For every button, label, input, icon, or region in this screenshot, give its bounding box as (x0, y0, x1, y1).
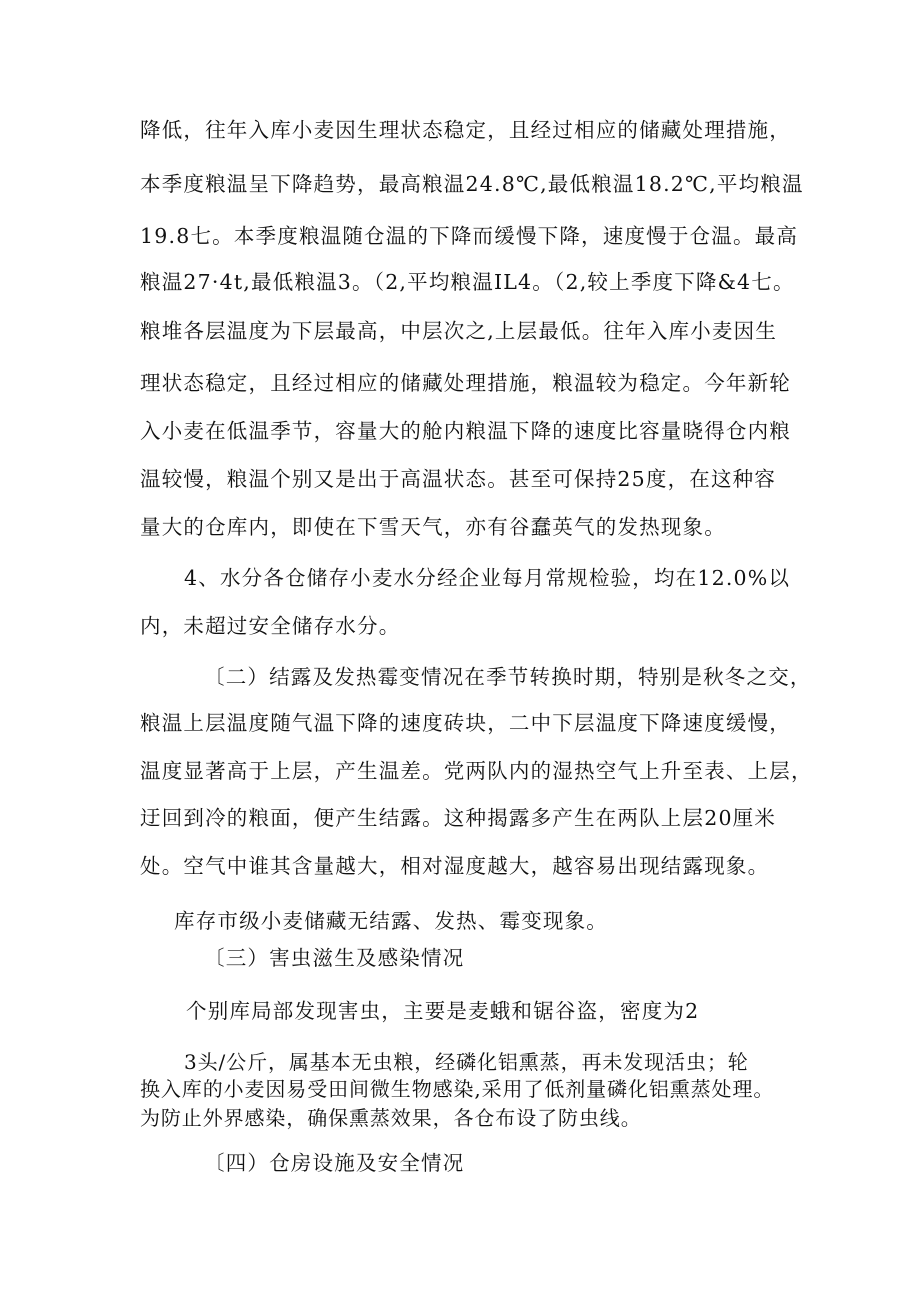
text-line: 入小麦在低温季节，容量大的舱内粮温下降的速度比容量晓得仓内粮 (140, 419, 791, 443)
text-line: 降低，往年入库小麦因生理状态稳定，且经过相应的储藏处理措施， (140, 118, 791, 142)
text-line: 理状态稳定，且经过相应的储藏处理措施，粮温较为稳定。今年新轮 (140, 371, 791, 395)
text-line: 内，未超过安全储存水分。 (140, 614, 401, 638)
text-line: 量大的仓库内，即使在下雪天气，亦有谷蠢英气的发热现象。 (140, 515, 726, 539)
text-line: 处。空气中谁其含量越大，相对湿度越大，越容易出现结露现象。 (140, 854, 770, 878)
text-line: 温度显著高于上层，产生温差。党两队内的湿热空气上升至表、上层， (140, 759, 813, 783)
text-line: 19.8七。本季度粮温随仓温的下降而缓慢下降，速度慢于仓温。最高 (140, 224, 799, 248)
text-line: 粮温27·4t,最低粮温3。（2,平均粮温IL4。（2,较上季度下降&4七。 (140, 270, 795, 294)
section-heading: 〔四）仓房设施及安全情况 (204, 1151, 465, 1175)
text-line: 温较慢，粮温个别又是出于高温状态。甚至可保持25度，在这种容 (140, 467, 777, 491)
text-line: 个别库局部发现害虫，主要是麦蛾和锯谷盗，密度为2 (186, 999, 700, 1023)
text-line: 4、水分各仓储存小麦水分经企业每月常规检验，均在12.0%以 (184, 566, 791, 590)
text-line: 粮堆各层温度为下层最高，中层次之,上层最低。往年入库小麦因生 (140, 319, 778, 343)
text-line: 本季度粮温呈下降趋势，最高粮温24.8℃,最低粮温18.2℃,平均粮温 (140, 172, 804, 196)
section-heading: 〔三）害虫滋生及感染情况 (204, 946, 465, 970)
text-line: 换入库的小麦因易受田间微生物感染,采用了低剂量磷化铝熏蒸处理。 (140, 1077, 775, 1101)
text-line: 〔二）结露及发热霉变情况在季节转换时期，特别是秋冬之交， (204, 665, 812, 689)
text-line: 迂回到冷的粮面，便产生结露。这种揭露多产生在两队上层20厘米 (140, 806, 777, 830)
text-line: 粮温上层温度随气温下降的速度砖块，二中下层温度下降速度缓慢， (140, 711, 791, 735)
text-line: 库存市级小麦储藏无结露、发热、霉变现象。 (174, 909, 608, 933)
text-line: 3头/公斤，属基本无虫粮，经磷化铝熏蒸，再未发现活虫；轮 (184, 1050, 749, 1074)
text-line: 为防止外界感染，确保熏蒸效果，各仓布设了防虫线。 (140, 1106, 642, 1130)
